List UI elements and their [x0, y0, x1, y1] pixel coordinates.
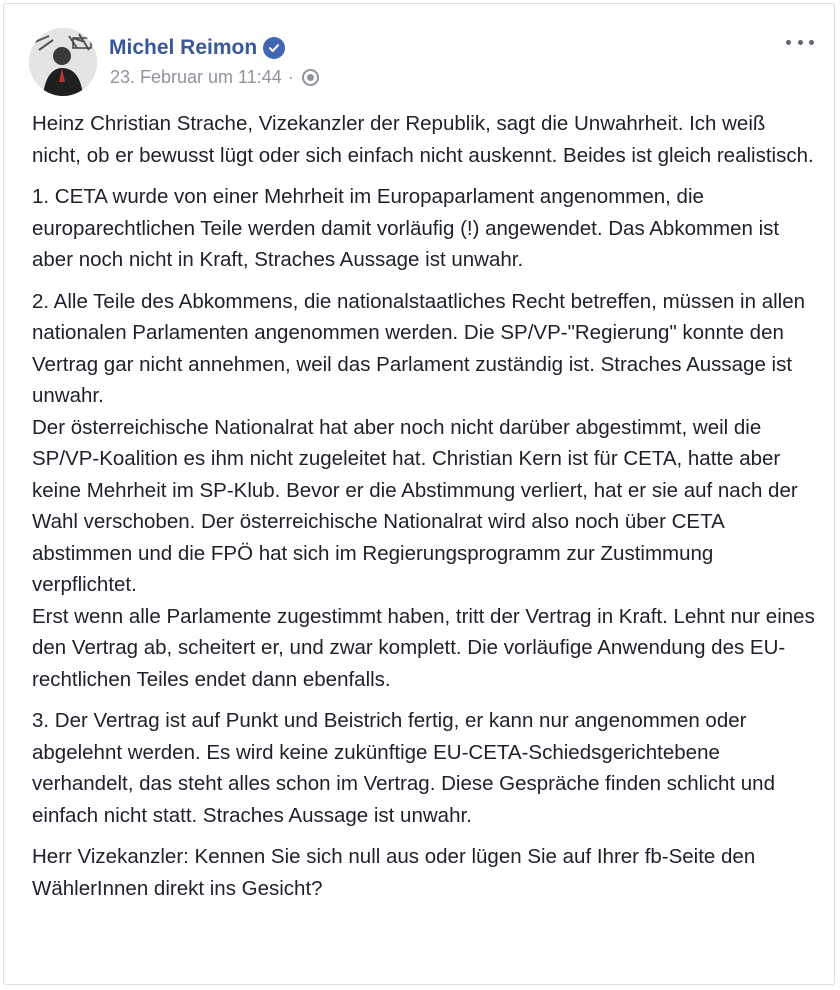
verified-badge-icon: [263, 37, 285, 59]
meta-separator: ·: [287, 67, 294, 87]
post-paragraph: 3. Der Vertrag ist auf Punkt und Beistrich fertig, er kann nur angenommen oder abgelehnt werden. Es wird keine zukünftige EU-CETA-Schiedsgerichtebene verhandelt, das steht alles schon im Vertrag. Diese Gespräche finden schlicht und einfach nicht statt. Straches Aussage ist unwahr.: [32, 709, 775, 827]
post-header: [109, 34, 285, 62]
post-paragraph: Herr Vizekanzler: Kennen Sie sich null aus oder lügen Sie auf Ihrer fb-Seite den WählerInnen direkt ins Gesicht?: [32, 845, 756, 900]
more-options-icon[interactable]: [786, 34, 814, 50]
globe-icon[interactable]: [302, 69, 319, 86]
author-avatar[interactable]: [29, 28, 97, 96]
post-meta: [110, 67, 319, 88]
author-name-link[interactable]: Michel Reimon: [109, 36, 258, 59]
author-photo: [29, 28, 97, 96]
post-timestamp-link[interactable]: 23. Februar um 11:44: [110, 67, 282, 87]
post-body: [32, 108, 817, 914]
post-paragraph: 1. CETA wurde von einer Mehrheit im Europaparlament angenommen, die europarechtlichen Teile werden damit vorläufig (!) angewendet. Das Abkommen ist aber noch nicht in Kraft, Straches Aussage ist unwahr.: [32, 185, 780, 271]
post-paragraph: Heinz Christian Strache, Vizekanzler der Republik, sagt die Unwahrheit. Ich weiß nicht, ob er bewusst lügt oder sich einfach nicht auskennt. Beides ist gleich realistisch.: [32, 112, 814, 167]
facebook-post-card: [3, 3, 835, 985]
post-paragraph: 2. Alle Teile des Abkommens, die nationalstaatliches Recht betreffen, müssen in allen nationalen Parlamenten angenommen werden. Die SP/VP-"Regierung" konnte den Vertrag gar nicht annehmen, weil das Parlament zuständig ist. Straches Aussage ist unwahr. Der österreichische Nationalrat hat aber noch nicht darüber abgestimmt, weil die SP/VP-Koalition es ihm nicht zugeleitet hat. Christian Kern ist für CETA, hatte aber keine Mehrheit im SP-Klub. Bevor er die Abstimmung verliert, hat er sie auf nach der Wahl verschoben. Der österreichische Nationalrat wird also noch über CETA abstimmen und die FPÖ hat sich im Regierungsprogramm zur Zustimmung verpflichtet. Erst wenn alle Parlamente zugestimmt haben, tritt der Vertrag in Kraft. Lehnt nur eines den Vertrag ab, scheitert er, und zwar komplett. Die vorläufige Anwendung des EU-rechtlichen Teiles endet dann ebenfalls.: [32, 289, 815, 691]
